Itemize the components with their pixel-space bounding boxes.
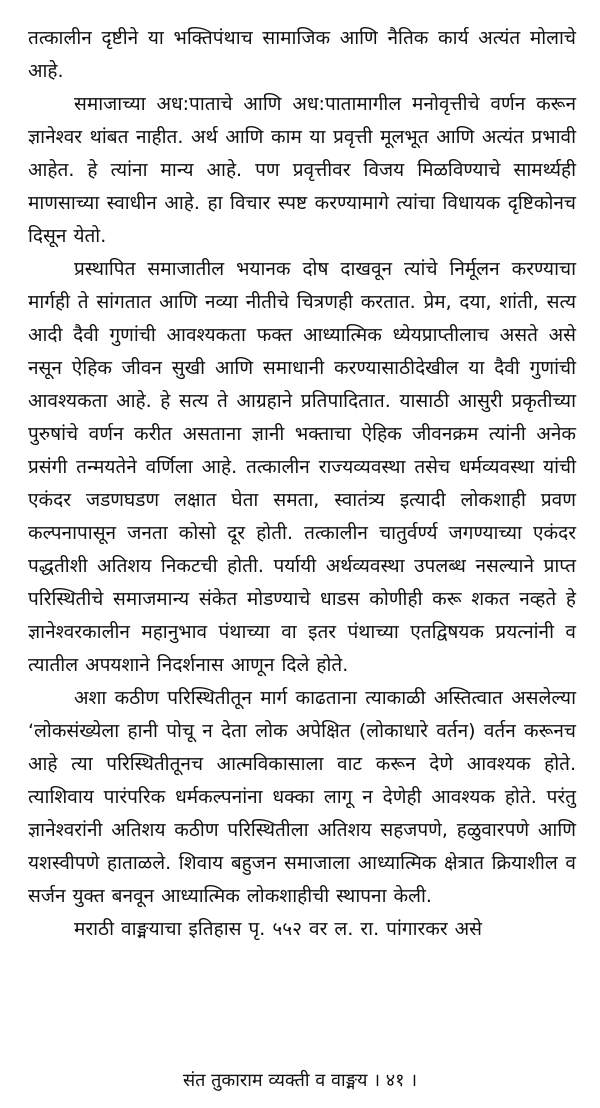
paragraph-4: अशा कठीण परिस्थितीतून मार्ग काढताना त्याकाळी अस्तित्वात असलेल्या ‘लोकसंख्येला हानी पोचू न देता लोक अपेक्षित (लोकाधारे वर्तन) वर्तन करूनच आहे त्या परिस्थितीतूनच आत्मविकासाला वाट करून देणे आवश्यक होते. त्याशिवाय पारंपरिक धर्मकल्पनांना धक्का लागू न देणेही आवश्यक होते. परंतु ज्ञानेश्वरांनी अतिशय कठीण परिस्थितीला अतिशय सहजपणे, हळुवारपणे आणि यशस्वीपणे हाताळले. शिवाय बहुजन समाजाला आध्यात्मिक क्षेत्रात क्रियाशील व सर्जन युक्त बनवून आध्यात्मिक लोकशाहीची स्थापना केली. bbox=[28, 687, 576, 907]
paragraph-2: समाजाच्या अध:पाताचे आणि अध:पातामागील मनोवृत्तीचे वर्णन करून ज्ञानेश्वर थांबत नाहीत. अर्थ आणि काम या प्रवृत्ती मूलभूत आणि अत्यंत प्रभावी आहेत. हे त्यांना मान्य आहे. पण प्रवृत्तीवर विजय मिळविण्याचे सामर्थ्यही माणसाच्या स्वाधीन आहे. हा विचार स्पष्ट करण्यामागे त्यांचा विधायक दृष्टिकोनच दिसून येतो. bbox=[28, 93, 576, 247]
paragraph-5: मराठी वाङ्मयाचा इतिहास पृ. ५५२ वर ल. रा. पांगारकर असे bbox=[74, 918, 483, 940]
paragraph-3: प्रस्थापित समाजातील भयानक दोष दाखवून त्यांचे निर्मूलन करण्याचा मार्गही ते सांगतात आणि नव्या नीतीचे चित्रणही करतात. प्रेम, दया, शांती, सत्य आदी दैवी गुणांची आवश्यकता फक्त आध्यात्मिक ध्येयप्राप्तीलाच असते असे नसून ऐहिक जीवन सुखी आणि समाधानी करण्यासाठीदेखील या दैवी गुणांची आवश्यकता आहे. हे सत्य ते आग्रहाने प्रतिपादितात. यासाठी आसुरी प्रकृतीच्या पुरुषांचे वर्णन करीत असताना ज्ञानी भक्ताचा ऐहिक जीवनक्रम त्यांनी अनेक प्रसंगी तन्मयतेने वर्णिला आहे. तत्कालीन राज्यव्यवस्था तसेच धर्मव्यवस्था यांची एकंदर जडणघडण लक्षात घेता समता, स्वातंत्र्य इत्यादी लोकशाही प्रवण कल्पनापासून जनता कोसो दूर होती. तत्कालीन चातुर्वर्ण्य जगण्याच्या एकंदर पद्धतीशी अतिशय निकटची होती. पर्यायी अर्थव्यवस्था उपलब्ध नसल्याने प्राप्त परिस्थितीचे समाजमान्य संकेत मोडण्याचे धाडस कोणीही करू शकत नव्हते हे ज्ञानेश्वरकालीन महानुभाव पंथाच्या वा इतर पंथाच्या एतद्विषयक प्रयत्नांनी व त्यातील अपयशाने निदर्शनास आणून दिले होते. bbox=[28, 258, 576, 676]
page-footer: संत तुकाराम व्यक्ती व वाङ्मय । ४१ । bbox=[182, 1070, 418, 1091]
paragraph-1: तत्कालीन दृष्टीने या भक्तिपंथाच सामाजिक आणि नैतिक कार्य अत्यंत मोलाचे आहे. bbox=[28, 27, 576, 82]
document-body bbox=[28, 22, 576, 946]
